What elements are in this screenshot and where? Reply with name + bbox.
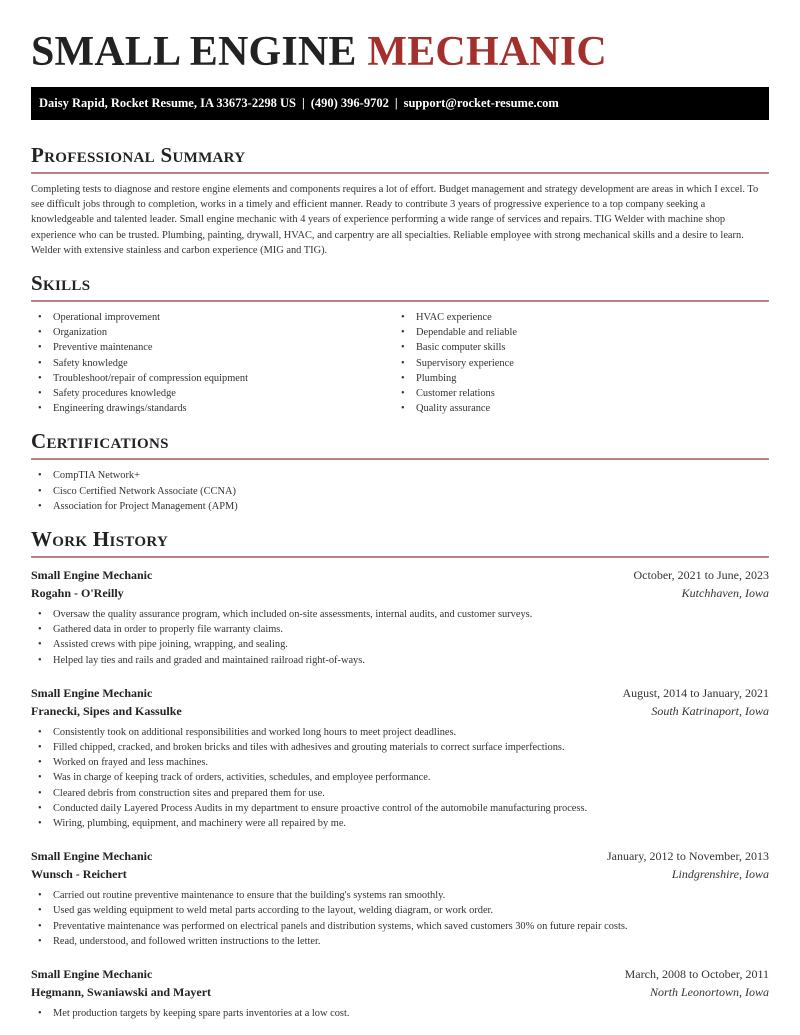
skill-item: • Safety procedures knowledge xyxy=(31,386,394,401)
job-bullets xyxy=(31,725,769,831)
job-bullet: • Read, understood, and followed written instructions to the letter. xyxy=(31,934,769,949)
job-entry xyxy=(31,965,769,1021)
skill-item: • Supervisory experience xyxy=(394,356,757,371)
contact-separator: | xyxy=(394,96,398,110)
job-company-row xyxy=(31,584,769,602)
skill-item: • Quality assurance xyxy=(394,401,757,416)
certifications-heading: Certifications xyxy=(31,429,169,454)
summary-text: Completing tests to diagnose and restore engine elements and components requires a lot of effort. Budget management and strategy development are areas in which I excel. To see difficult jobs through to completion, works in a timely and efficient manner. Ready to contribute 3 years of progressive experience to a top company seeking a knowledgeable and talented leader. Small engine mechanic with 4 years of experience performing a wide range of services and repairs. TIG Welder with machine shop experience who can be trusted. Plumbing, painting, drywall, HVAC, and carpentry are all specialties. Reliable employee with strong mechanical skills and a desire to learn. Welder with extensive stainless and carbon experience (MIG and TIG). xyxy=(31,184,759,256)
title-main: SMALL ENGINE xyxy=(31,29,368,75)
job-bullet: • Used gas welding equipment to weld metal parts according to the layout, welding diagram, or work order. xyxy=(31,903,769,918)
job-bullet: • Worked on frayed and less machines. xyxy=(31,755,769,770)
certification-item: • Cisco Certified Network Associate (CCNA) xyxy=(31,484,769,499)
job-bullet: • Cleared debris from construction sites and prepared them for use. xyxy=(31,786,769,801)
contact-email: support@rocket-resume.com xyxy=(403,96,559,110)
job-bullet: • Filled chipped, cracked, and broken bricks and tiles with adhesives and grouting materials to correct surface imperfections. xyxy=(31,740,769,755)
skill-item: • Plumbing xyxy=(394,371,757,386)
job-header-row xyxy=(31,847,769,865)
job-dates: January, 2012 to November, 2013 xyxy=(606,849,769,864)
skill-item: • HVAC experience xyxy=(394,310,757,325)
contact-separator: | xyxy=(301,96,305,110)
job-location: Lindgrenshire, Iowa xyxy=(671,867,769,882)
job-dates: October, 2021 to June, 2023 xyxy=(633,568,769,583)
skills-list-left xyxy=(31,310,394,416)
contact-bar xyxy=(31,87,769,120)
job-title: Small Engine Mechanic xyxy=(31,568,153,583)
job-entry xyxy=(31,566,769,668)
skill-item: • Operational improvement xyxy=(31,310,394,325)
job-bullets xyxy=(31,1006,769,1021)
job-bullet: • Wiring, plumbing, equipment, and machinery were all repaired by me. xyxy=(31,816,769,831)
job-bullet: • Consistently took on additional responsibilities and worked long hours to meet project deadlines. xyxy=(31,725,769,740)
job-entry xyxy=(31,684,769,831)
skill-item: • Basic computer skills xyxy=(394,340,757,355)
job-bullet: • Conducted daily Layered Process Audits in my department to ensure proactive control of the automobile manufacturing process. xyxy=(31,801,769,816)
summary-section xyxy=(31,142,769,258)
skill-item: • Organization xyxy=(31,325,394,340)
job-header-row xyxy=(31,965,769,983)
job-bullet: • Met production targets by keeping spare parts inventories at a low cost. xyxy=(31,1006,769,1021)
job-location: Kutchhaven, Iowa xyxy=(681,586,769,601)
certifications-section xyxy=(31,428,769,514)
job-bullet: • Preventative maintenance was performed on electrical panels and distribution systems, which saved customers 30% on future repair costs. xyxy=(31,919,769,934)
job-header-row xyxy=(31,684,769,702)
contact-phone: (490) 396-9702 xyxy=(310,96,389,110)
skill-item: • Engineering drawings/standards xyxy=(31,401,394,416)
job-company: Wunsch - Reichert xyxy=(31,867,127,882)
certification-item: • CompTIA Network+ xyxy=(31,468,769,483)
job-bullet: • Carried out routine preventive maintenance to ensure that the building's systems ran smoothly. xyxy=(31,888,769,903)
summary-heading: Professional Summary xyxy=(31,143,246,167)
section-divider xyxy=(31,556,769,558)
certification-item: • Association for Project Management (APM) xyxy=(31,499,769,514)
skills-section xyxy=(31,270,769,416)
job-company: Franecki, Sipes and Kassulke xyxy=(31,703,182,718)
section-divider xyxy=(31,172,769,174)
section-divider xyxy=(31,458,769,460)
skill-item: • Customer relations xyxy=(394,386,757,401)
skills-grid xyxy=(31,310,769,416)
job-company-row xyxy=(31,983,769,1001)
job-bullets xyxy=(31,607,769,668)
skill-item: • Safety knowledge xyxy=(31,356,394,371)
job-company-row xyxy=(31,865,769,883)
certifications-list xyxy=(31,468,769,514)
job-location: North Leonortown, Iowa xyxy=(649,985,769,1000)
section-divider xyxy=(31,300,769,302)
job-dates: August, 2014 to January, 2021 xyxy=(622,685,769,700)
job-location: South Katrinaport, Iowa xyxy=(651,703,769,718)
job-company: Hegmann, Swaniawski and Mayert xyxy=(31,985,212,1000)
job-dates: March, 2008 to October, 2011 xyxy=(624,967,769,982)
page-title xyxy=(31,0,769,75)
job-bullet: • Gathered data in order to properly file warranty claims. xyxy=(31,622,769,637)
job-title: Small Engine Mechanic xyxy=(31,967,153,982)
skills-heading: Skills xyxy=(31,271,91,296)
job-company: Rogahn - O'Reilly xyxy=(31,586,124,601)
contact-address: Daisy Rapid, Rocket Resume, IA 33673-2298 US xyxy=(39,96,296,110)
work-history-section xyxy=(31,526,769,1021)
job-bullet: • Helped lay ties and rails and graded and maintained railroad right-of-ways. xyxy=(31,653,769,668)
job-bullet: • Assisted crews with pipe joining, wrapping, and sealing. xyxy=(31,637,769,652)
skill-item: • Preventive maintenance xyxy=(31,340,394,355)
job-company-row xyxy=(31,702,769,720)
job-bullet: • Was in charge of keeping track of orders, activities, schedules, and employee performance. xyxy=(31,770,769,785)
job-title: Small Engine Mechanic xyxy=(31,849,153,864)
skill-item: • Troubleshoot/repair of compression equipment xyxy=(31,371,394,386)
job-entry xyxy=(31,847,769,949)
skill-item: • Dependable and reliable xyxy=(394,325,757,340)
job-title: Small Engine Mechanic xyxy=(31,685,153,700)
title-accent: MECHANIC xyxy=(367,29,607,75)
job-bullet: • Oversaw the quality assurance program, which included on-site assessments, internal audits, and customer surveys. xyxy=(31,607,769,622)
skills-list-right xyxy=(394,310,757,416)
work-history-heading: Work History xyxy=(31,527,169,552)
job-header-row xyxy=(31,566,769,584)
job-bullets xyxy=(31,888,769,949)
